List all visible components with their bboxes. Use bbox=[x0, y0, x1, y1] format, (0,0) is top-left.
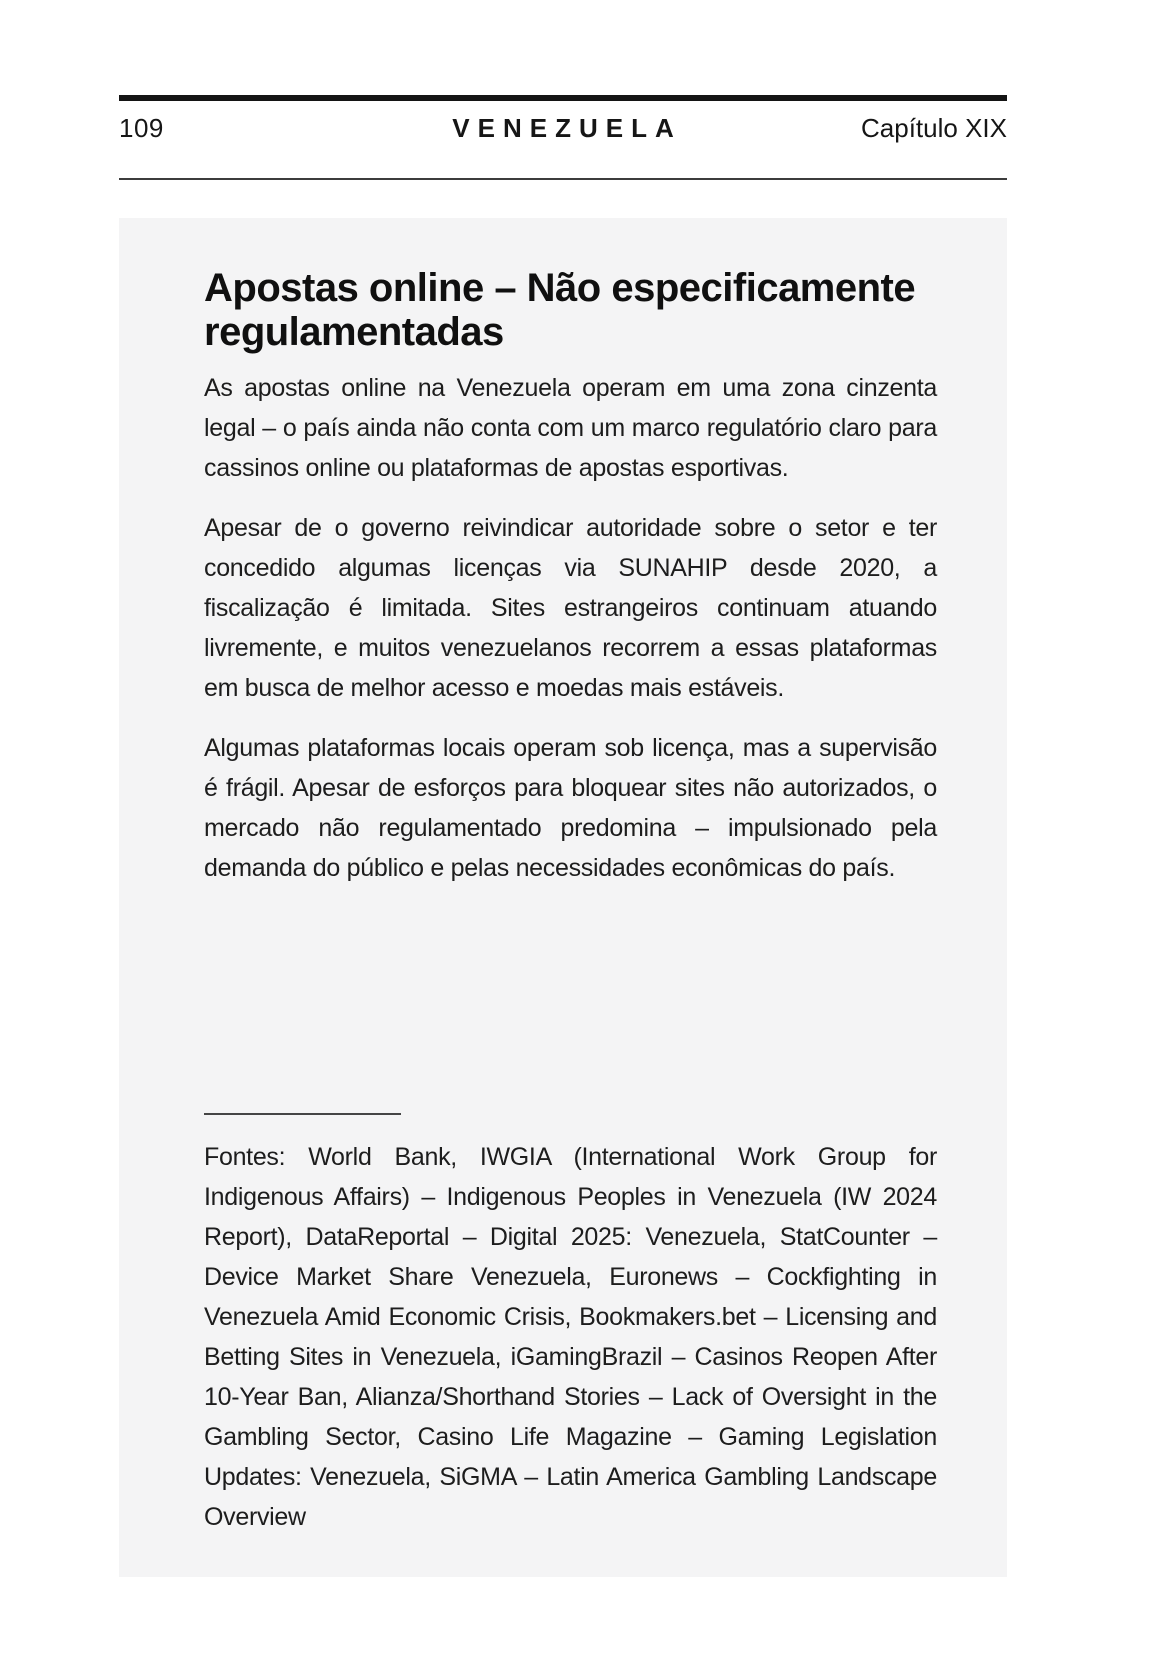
body-paragraph: Apesar de o governo reivindicar autoridade sobre o setor e ter concedido algumas licenças via SUNAHIP desde 2020, a fiscalização é limitada. Sites estrangeiros continuam atuando livremente, e muitos venezuelanos recorrem a essas plataformas em busca de melhor acesso e moedas mais estáveis. bbox=[204, 514, 937, 702]
header-rule-thin bbox=[119, 178, 1007, 180]
body-paragraph: As apostas online na Venezuela operam em uma zona cinzenta legal – o país ainda não conta com um marco regulatório claro para cassinos online ou plataformas de apostas esportivas. bbox=[204, 374, 937, 482]
page-number: 109 bbox=[119, 113, 164, 143]
running-title: VENEZUELA bbox=[452, 113, 682, 143]
sources-paragraph: Fontes: World Bank, IWGIA (International Work Group for Indigenous Affairs) – Indigenous Peoples in Venezuela (IW 2024 Report), DataReportal – Digital 2025: Venezuela, StatCounter – Device Market Share Venezuela, Euronews – Cockfighting in Venezuela Amid Economic Crisis, Bookmakers.bet – Licensing and Betting Sites in Venezuela, iGamingBrazil – Casinos Reopen After 10-Year Ban, Alianza/Shorthand Stories – Lack of Oversight in the Gambling Sector, Casino Life Magazine – Gaming Legislation Updates: Venezuela, SiGMA – Latin America Gambling Landscape Overview bbox=[204, 1143, 937, 1531]
chapter-label: Capítulo XIX bbox=[861, 113, 1007, 143]
content-panel bbox=[119, 218, 1007, 1577]
page-header bbox=[119, 101, 1007, 144]
footnote-divider bbox=[204, 1113, 401, 1115]
content-column bbox=[119, 95, 1007, 1577]
body-paragraph: Algumas plataformas locais operam sob licença, mas a supervisão é frágil. Apesar de esforços para bloquear sites não autorizados, o mercado não regulamentado predomina – impulsionado pela demanda do público e pelas necessidades econômicas do país. bbox=[204, 734, 937, 882]
section-heading: Apostas online – Não especificamente regulamentadas bbox=[204, 266, 916, 354]
